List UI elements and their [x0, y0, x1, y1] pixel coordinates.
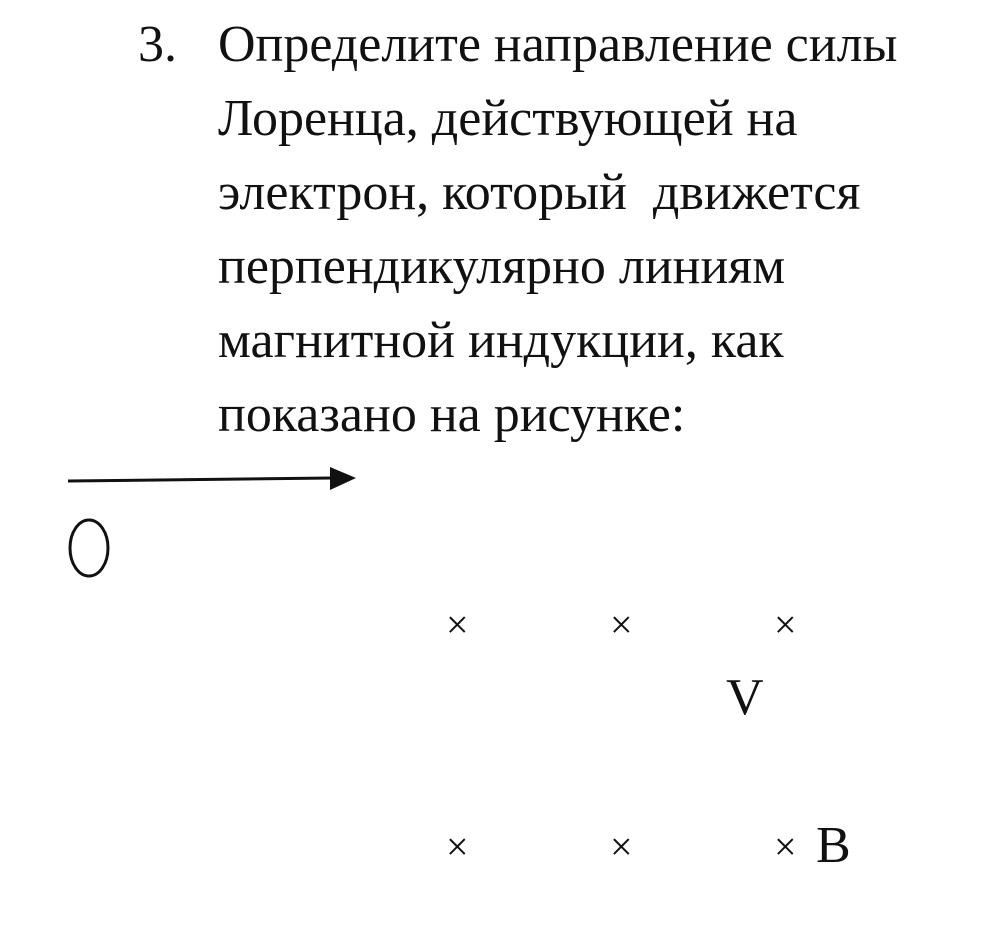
statement-line: Определите направление силы [218, 16, 898, 73]
field-cross-top-1: × [446, 602, 469, 647]
field-cross-top-2: × [610, 602, 633, 647]
problem-number: 3. [138, 16, 177, 73]
statement-line: перпендикулярно линиям [218, 238, 786, 295]
velocity-arrow-shaft [68, 478, 332, 481]
statement-line: магнитной индукции, как [218, 312, 784, 369]
problem-statement [218, 8, 988, 452]
velocity-label: V [726, 669, 764, 726]
statement-line: электрон, который движется [218, 164, 861, 221]
electron-circle [70, 520, 108, 576]
velocity-arrow [68, 467, 356, 490]
field-cross-bottom-2: × [610, 824, 633, 869]
field-cross-top-3: × [774, 602, 797, 647]
velocity-arrow-head [330, 467, 356, 490]
statement-line: показано на рисунке: [218, 386, 686, 443]
field-cross-bottom-3: × [774, 824, 797, 869]
field-cross-bottom-1: × [446, 824, 469, 869]
statement-line: Лоренца, действующей на [218, 90, 798, 147]
field-label: B [816, 817, 851, 874]
